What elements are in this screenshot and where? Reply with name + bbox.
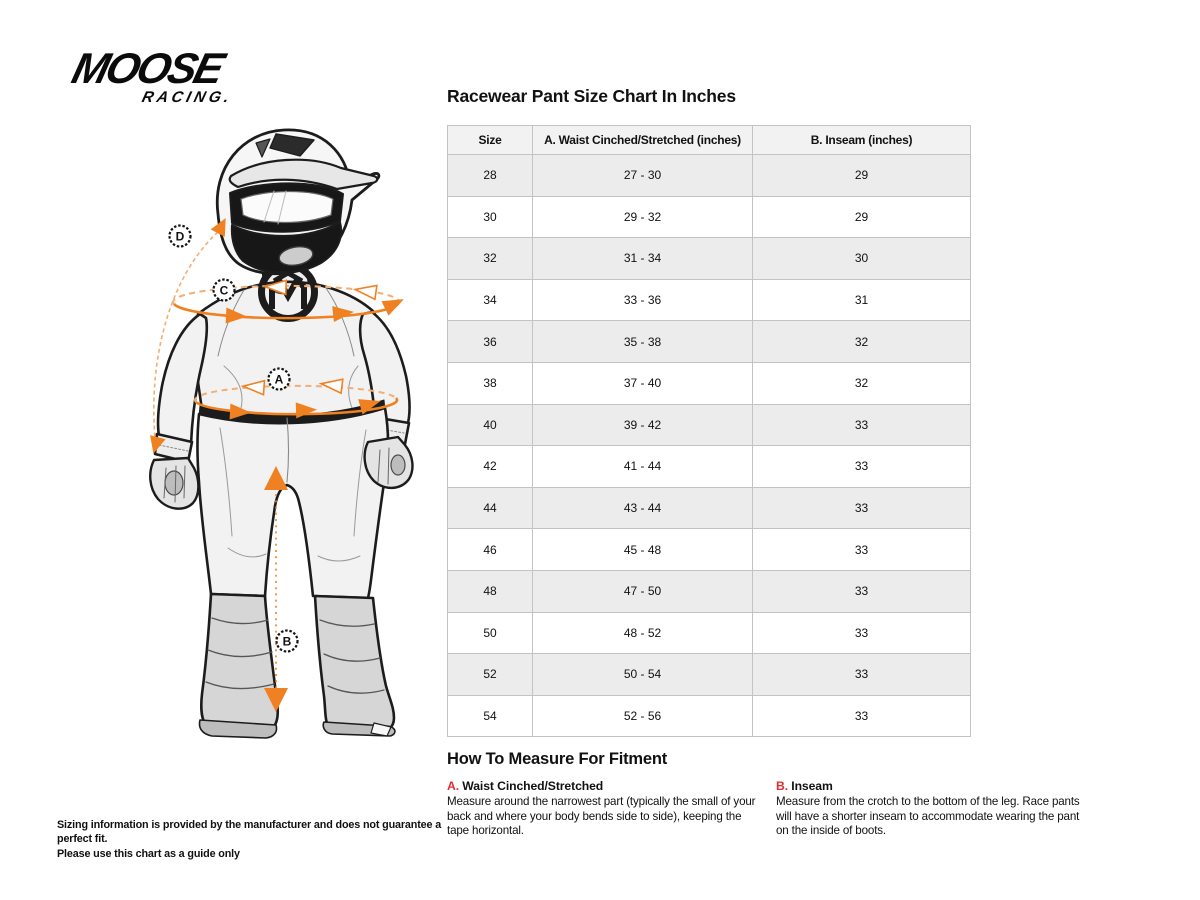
marker-badge-inseam — [277, 631, 298, 652]
size-chart-header — [448, 126, 971, 155]
table-cell: 33 — [753, 570, 971, 612]
marker-badge-sleeve — [170, 226, 191, 247]
marker-badge-chest — [214, 280, 235, 301]
table-row — [448, 404, 971, 446]
table-cell: 48 — [448, 570, 533, 612]
table-cell: 37 - 40 — [533, 362, 753, 404]
brand-logo-group — [64, 45, 245, 106]
table-row — [448, 654, 971, 696]
marker-letter-b: B — [282, 634, 292, 649]
table-row — [448, 362, 971, 404]
rider-pants — [198, 408, 389, 598]
table-cell: 42 — [448, 446, 533, 488]
measure-section-title — [447, 779, 759, 793]
table-cell: 33 — [753, 529, 971, 571]
marker-letter-c: C — [219, 283, 229, 298]
measure-title-text: Waist Cinched/Stretched — [462, 779, 604, 793]
header-row — [448, 126, 971, 155]
table-cell: 36 — [448, 321, 533, 363]
table-cell: 48 - 52 — [533, 612, 753, 654]
brand-subwordmark: RACING. — [140, 89, 235, 106]
brand-logo — [50, 42, 255, 108]
table-cell: 33 — [753, 612, 971, 654]
table-cell: 29 - 32 — [533, 196, 753, 238]
measure-section-description: Measure from the crotch to the bottom of the leg. Race pants will have a shorter inseam to accommodate wearing the pant on the inside of boots. — [776, 795, 1080, 838]
table-cell: 52 — [448, 654, 533, 696]
disclaimer-line-2: Please use this chart as a guide only — [57, 847, 240, 860]
table-row — [448, 321, 971, 363]
table-cell: 44 — [448, 487, 533, 529]
table-cell: 30 — [753, 238, 971, 280]
table-cell: 32 — [753, 321, 971, 363]
measure-title-text: Inseam — [791, 779, 833, 793]
table-row — [448, 238, 971, 280]
brand-wordmark: MOOSE — [67, 44, 227, 93]
table-row — [448, 612, 971, 654]
table-cell: 28 — [448, 155, 533, 197]
marker-letter-a: A — [274, 372, 284, 387]
table-row — [448, 446, 971, 488]
table-row — [448, 279, 971, 321]
table-cell: 31 — [753, 279, 971, 321]
column-header-inseam: B. Inseam (inches) — [753, 126, 971, 155]
table-row — [448, 570, 971, 612]
table-row — [448, 487, 971, 529]
table-cell: 33 — [753, 446, 971, 488]
table-cell: 39 - 42 — [533, 404, 753, 446]
table-cell: 47 - 50 — [533, 570, 753, 612]
table-cell: 35 - 38 — [533, 321, 753, 363]
table-cell: 33 — [753, 654, 971, 696]
table-cell: 29 — [753, 196, 971, 238]
table-cell: 54 — [448, 695, 533, 737]
table-cell: 27 - 30 — [533, 155, 753, 197]
measure-section-waist — [447, 779, 759, 839]
table-row — [448, 196, 971, 238]
table-cell: 43 - 44 — [533, 487, 753, 529]
table-row — [448, 529, 971, 571]
table-cell: 33 - 36 — [533, 279, 753, 321]
table-cell: 33 — [753, 695, 971, 737]
table-cell: 45 - 48 — [533, 529, 753, 571]
table-cell: 38 — [448, 362, 533, 404]
table-cell: 41 - 44 — [533, 446, 753, 488]
table-cell: 30 — [448, 196, 533, 238]
table-cell: 32 — [753, 362, 971, 404]
marker-badge-waist — [269, 369, 290, 390]
table-cell: 32 — [448, 238, 533, 280]
table-cell: 33 — [753, 487, 971, 529]
table-row — [448, 695, 971, 737]
table-cell: 50 - 54 — [533, 654, 753, 696]
table-cell: 33 — [753, 404, 971, 446]
rider-boots — [200, 594, 395, 738]
size-chart-table — [447, 125, 971, 737]
measure-section-title — [776, 779, 1092, 793]
rider-measurement-diagram — [128, 116, 440, 760]
measure-letter-a: A. — [447, 779, 459, 793]
table-cell: 31 - 34 — [533, 238, 753, 280]
measure-section-description: Measure around the narrowest part (typically the small of your back and where your body bends side to side), keeping the tape horizontal. — [447, 795, 756, 838]
rider-helmet — [217, 130, 379, 274]
measure-letter-b: B. — [776, 779, 788, 793]
measure-section-inseam — [776, 779, 1092, 839]
table-cell: 29 — [753, 155, 971, 197]
column-header-waist: A. Waist Cinched/Stretched (inches) — [533, 126, 753, 155]
disclaimer-line-1: Sizing information is provided by the manufacturer and does not guarantee a perfect fit. — [57, 819, 442, 846]
sizing-disclaimer — [57, 818, 477, 861]
marker-letter-d: D — [175, 229, 185, 244]
size-chart-title: Racewear Pant Size Chart In Inches — [447, 86, 736, 106]
table-row — [448, 155, 971, 197]
column-header-size: Size — [448, 126, 533, 155]
table-cell: 52 - 56 — [533, 695, 753, 737]
how-to-measure-heading: How To Measure For Fitment — [447, 750, 668, 768]
table-cell: 34 — [448, 279, 533, 321]
size-chart-body — [448, 155, 971, 737]
table-cell: 46 — [448, 529, 533, 571]
table-cell: 50 — [448, 612, 533, 654]
table-cell: 40 — [448, 404, 533, 446]
